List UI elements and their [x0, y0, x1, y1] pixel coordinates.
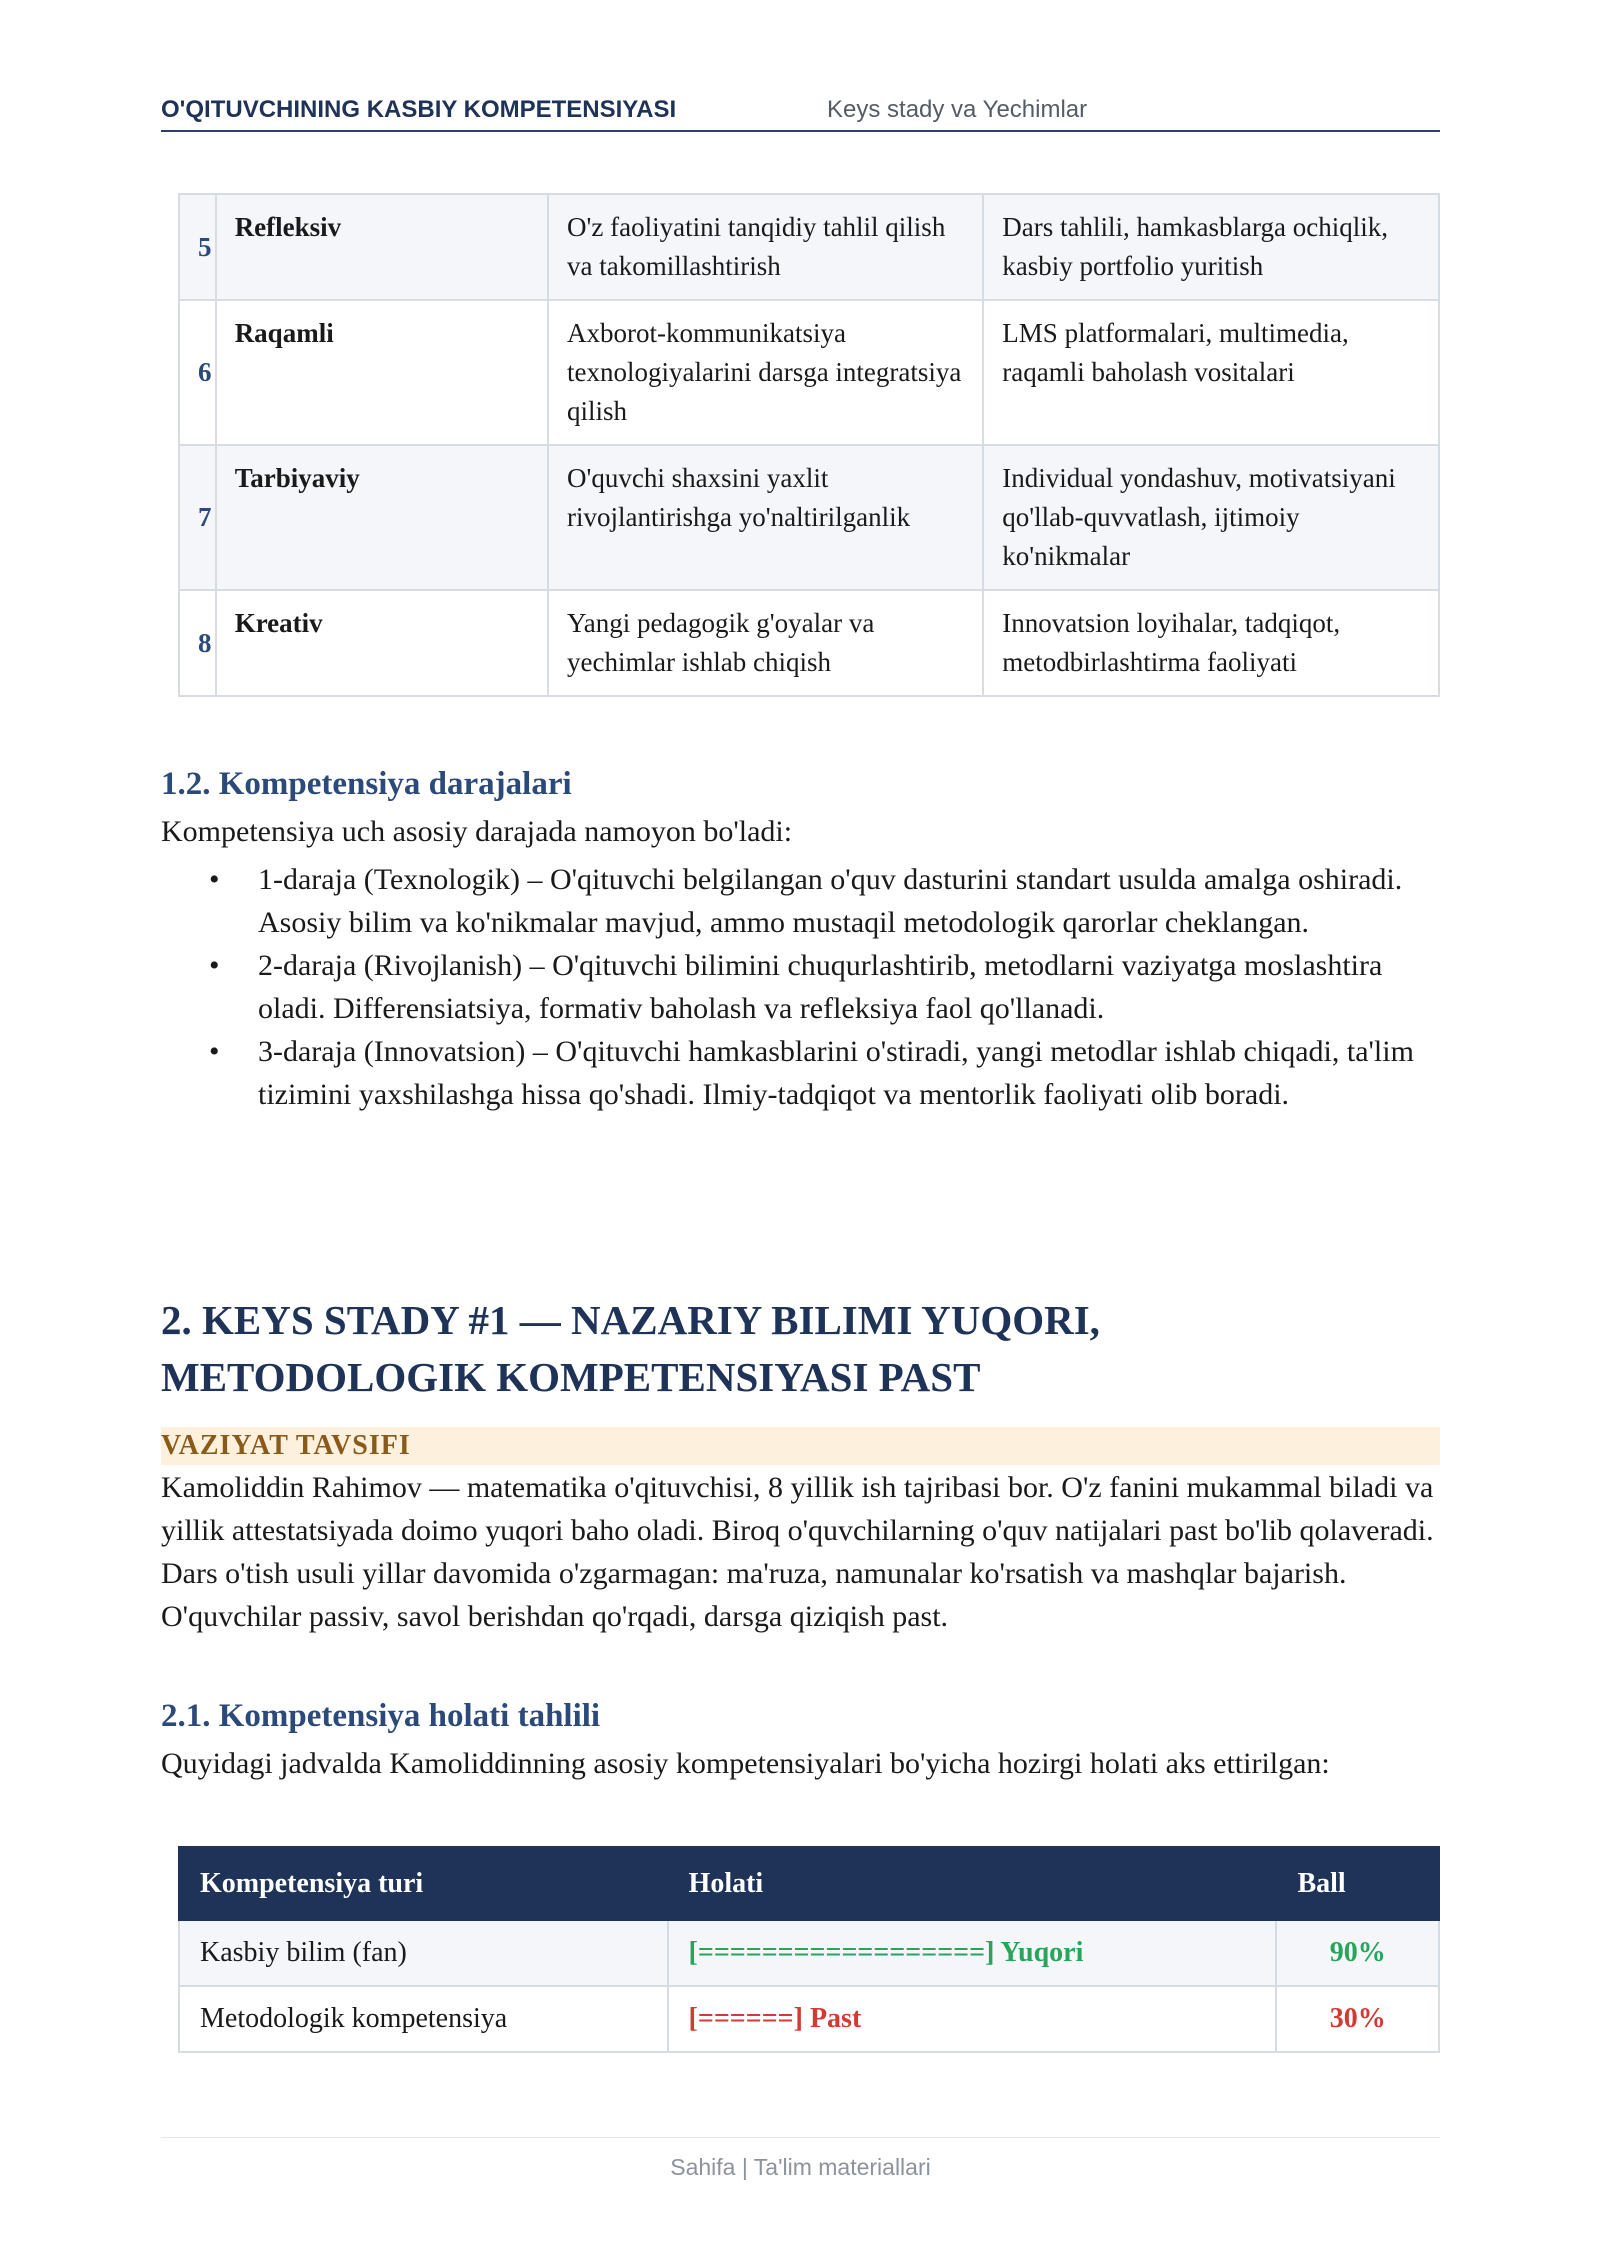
- column-header-score: Ball: [1276, 1847, 1439, 1920]
- competency-name: Refleksiv: [216, 194, 548, 300]
- status-level: Yuqori: [1000, 1937, 1084, 1968]
- case-study-heading-line2: METODOLOGIK KOMPETENSIYASI PAST: [161, 1354, 981, 1400]
- bullet-icon: •: [209, 949, 220, 982]
- competency-examples: Dars tahlili, hamkasblarga ochiqlik, kasbiy portfolio yuritish: [983, 194, 1439, 300]
- row-number: 6: [179, 300, 216, 445]
- table-header-row: [179, 1847, 1439, 1920]
- competency-type: Kasbiy bilim (fan): [179, 1920, 668, 1986]
- competency-description: O'z faoliyatini tanqidiy tahlil qilish va takomillashtirish: [548, 194, 983, 300]
- competency-description: O'quvchi shaxsini yaxlit rivojlantirishga yo'naltirilganlik: [548, 445, 983, 590]
- competency-name: Tarbiyaviy: [216, 445, 548, 590]
- section-heading-2-1: 2.1. Kompetensiya holati tahlili: [161, 1698, 601, 1734]
- competency-name: Kreativ: [216, 590, 548, 696]
- status-bar: [668, 1986, 1277, 2052]
- section-intro-1-2: Kompetensiya uch asosiy darajada namoyon bo'ladi:: [161, 815, 793, 848]
- row-number: 7: [179, 445, 216, 590]
- case-study-heading-line1: 2. KEYS STADY #1 — NAZARIY BILIMI YUQORI,: [161, 1297, 1100, 1343]
- competency-examples: Innovatsion loyihalar, tadqiqot, metodbirlashtirma faoliyati: [983, 590, 1439, 696]
- situation-label: VAZIYAT TAVSIFI: [161, 1427, 1440, 1465]
- bullet-icon: •: [209, 1035, 220, 1068]
- column-header-type: Kompetensiya turi: [179, 1847, 668, 1920]
- status-bar-graphic: [======]: [688, 2003, 803, 2034]
- page-footer: Sahifa | Ta'lim materiallari: [161, 2137, 1440, 2181]
- table-row: [179, 300, 1439, 445]
- status-bar: [668, 1920, 1277, 1986]
- section-intro-2-1: Quyidagi jadvalda Kamoliddinning asosiy kompetensiyalari bo'yicha hozirgi holati aks ettirilgan:: [161, 1747, 1330, 1780]
- page-header: [161, 94, 1440, 132]
- competency-name: Raqamli: [216, 300, 548, 445]
- competency-examples: LMS platformalari, multimedia, raqamli baholash vositalari: [983, 300, 1439, 445]
- competency-examples: Individual yondashuv, motivatsiyani qo'llab-quvvatlash, ijtimoiy ko'nikmalar: [983, 445, 1439, 590]
- header-subtitle: Keys stady va Yechimlar: [827, 96, 1088, 123]
- score-value: 30%: [1276, 1986, 1439, 2052]
- score-value: 90%: [1276, 1920, 1439, 1986]
- list-item: [161, 1030, 1440, 1116]
- row-number: 5: [179, 194, 216, 300]
- competency-description: Axborot-kommunikatsiya texnologiyalarini darsga integratsiya qilish: [548, 300, 983, 445]
- bullet-icon: •: [209, 863, 220, 896]
- table-row: [179, 590, 1439, 696]
- section-heading-1-2: 1.2. Kompetensiya darajalari: [161, 766, 572, 802]
- table-row: [179, 1920, 1439, 1986]
- list-item-text: 1-daraja (Texnologik) – O'qituvchi belgilangan o'quv dasturini standart usulda amalga oshiradi. Asosiy bilim va ko'nikmalar mavjud, ammo mustaqil metodologik qarorlar cheklangan.: [258, 863, 1403, 939]
- case-study-heading: [161, 1292, 1440, 1406]
- competency-status-table: [178, 1846, 1440, 2053]
- table-row: [179, 194, 1439, 300]
- status-level: Past: [809, 2003, 862, 2034]
- list-item: [161, 944, 1440, 1030]
- competency-type: Metodologik kompetensiya: [179, 1986, 668, 2052]
- situation-text: Kamoliddin Rahimov — matematika o'qituvchisi, 8 yillik ish tajribasi bor. O'z fanini mukammal biladi va yillik attestatsiyada doimo yuqori baho oladi. Biroq o'quvchilarning o'quv natijalari past bo'lib qolaveradi. Dars o'tish usuli yillar davomida o'zgarmagan: ma'ruza, namunalar ko'rsatish va mashqlar bajarish. O'quvchilar passiv, savol berishdan qo'rqadi, darsga qiziqish past.: [161, 1471, 1434, 1633]
- competency-table: [178, 193, 1440, 697]
- list-item: [161, 858, 1440, 944]
- competency-levels-list: [161, 858, 1440, 1116]
- row-number: 8: [179, 590, 216, 696]
- table-row: [179, 1986, 1439, 2052]
- list-item-text: 3-daraja (Innovatsion) – O'qituvchi hamkasblarini o'stiradi, yangi metodlar ishlab chiqadi, ta'lim tizimini yaxshilashga hissa qo'shadi. Ilmiy-tadqiqot va mentorlik faoliyati olib boradi.: [258, 1035, 1414, 1111]
- competency-description: Yangi pedagogik g'oyalar va yechimlar ishlab chiqish: [548, 590, 983, 696]
- status-bar-graphic: [==================]: [688, 1937, 995, 1968]
- column-header-status: Holati: [668, 1847, 1277, 1920]
- list-item-text: 2-daraja (Rivojlanish) – O'qituvchi bilimini chuqurlashtirib, metodlarni vaziyatga moslashtira oladi. Differensiatsiya, formativ baholash va refleksiya faol qo'llanadi.: [258, 949, 1383, 1025]
- header-title: O'QITUVCHINING KASBIY KOMPETENSIYASI: [161, 96, 677, 123]
- table-row: [179, 445, 1439, 590]
